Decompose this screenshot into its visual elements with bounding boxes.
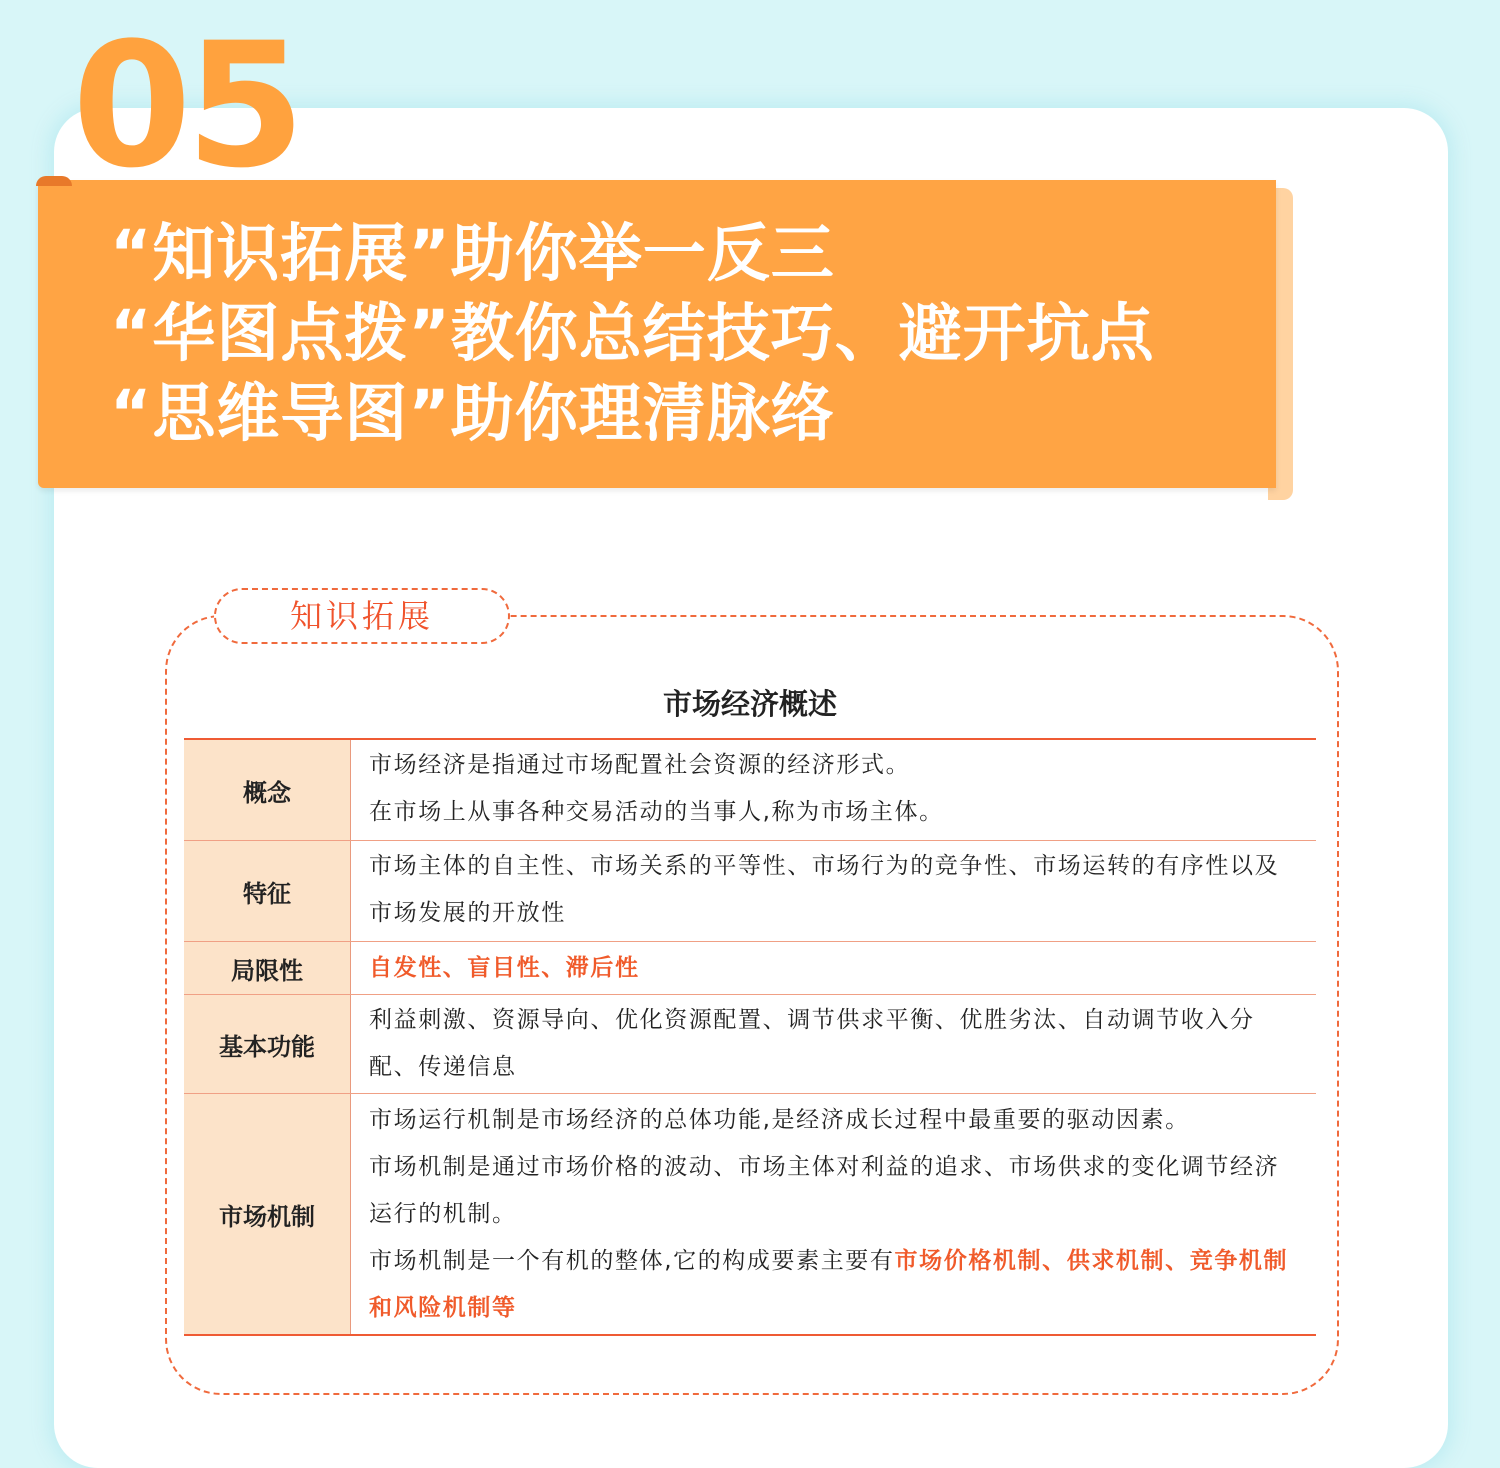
row-label: 基本功能 xyxy=(184,995,351,1093)
row-content xyxy=(351,841,1316,941)
row-text: 市场机制是通过市场价格的波动、市场主体对利益的追求、市场供求的变化调节经济运行的机制。 xyxy=(369,1154,1280,1227)
knowledge-tag: 知识拓展 xyxy=(214,588,510,644)
row-text: 在市场上从事各种交易活动的当事人,称为市场主体。 xyxy=(369,799,944,825)
row-text-mixed xyxy=(369,1238,1302,1332)
row-text: 市场经济是指通过市场配置社会资源的经济形式。 xyxy=(369,752,911,778)
banner-line-2: “华图点拨”教你总结技巧、避开坑点 xyxy=(110,297,1155,370)
table-row xyxy=(184,994,1316,1093)
row-highlight-text: 市场价格机制、供求机制、竞争机制和风险机制等 xyxy=(369,1248,1289,1321)
row-text: 市场机制是一个有机的整体,它的构成要素主要有 xyxy=(369,1248,895,1274)
row-label: 局限性 xyxy=(184,942,351,994)
table-row xyxy=(184,1093,1316,1334)
row-text: 市场主体的自主性、市场关系的平等性、市场行为的竞争性、市场运转的有序性以及市场发展的开放性 xyxy=(369,853,1280,926)
section-number: 05 xyxy=(72,20,300,172)
row-content xyxy=(351,740,1316,840)
banner-text xyxy=(110,214,1155,454)
row-text: 市场运行机制是市场经济的总体功能,是经济成长过程中最重要的驱动因素。 xyxy=(369,1107,1190,1133)
table-row xyxy=(184,840,1316,941)
row-text: 利益刺激、资源导向、优化资源配置、调节供求平衡、优胜劣汰、自动调节收入分配、传递信息 xyxy=(369,1007,1255,1080)
row-content xyxy=(351,995,1316,1093)
row-label: 概念 xyxy=(184,740,351,840)
row-label: 市场机制 xyxy=(184,1094,351,1334)
overview-table xyxy=(184,738,1316,1336)
table-title: 市场经济概述 xyxy=(662,687,837,721)
banner-line-3: “思维导图”助你理清脉络 xyxy=(110,377,835,450)
row-content xyxy=(351,1094,1316,1334)
table-row xyxy=(184,740,1316,840)
row-highlight-text: 自发性、盲目性、滞后性 xyxy=(369,955,640,981)
row-content xyxy=(351,942,1316,994)
table-row xyxy=(184,941,1316,994)
banner-line-1: “知识拓展”助你举一反三 xyxy=(110,217,835,290)
banner-curl xyxy=(36,176,72,186)
row-label: 特征 xyxy=(184,841,351,941)
